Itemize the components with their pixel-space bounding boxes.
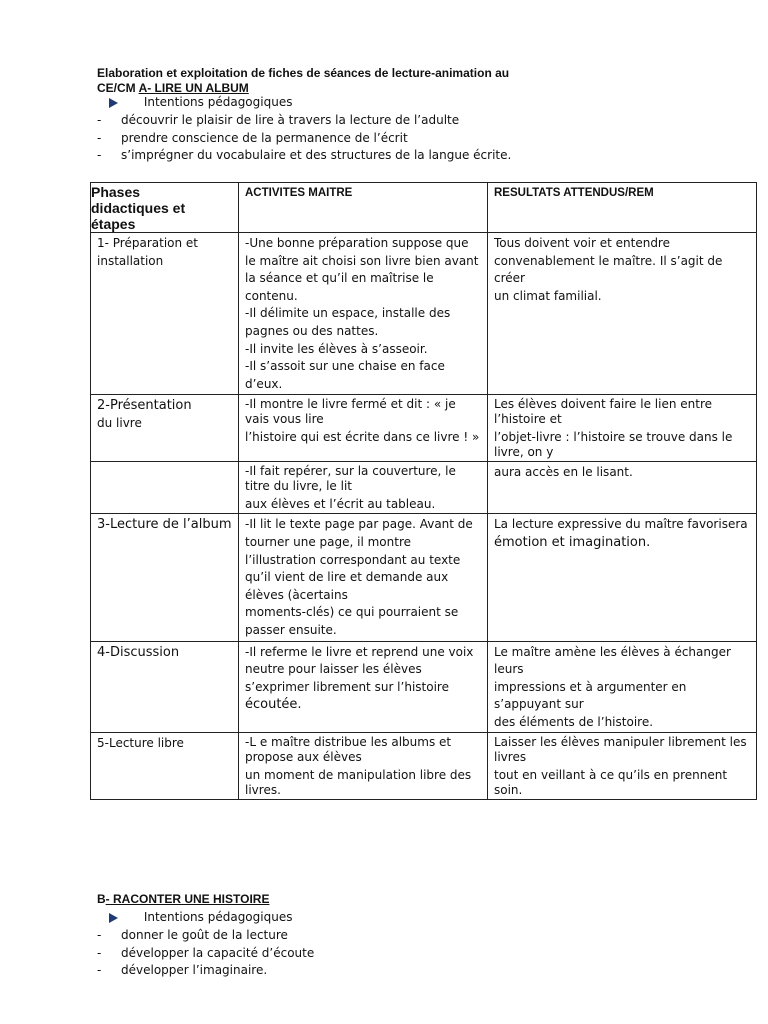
cell-line: l’histoire qui est écrite dans ce livre ! » xyxy=(245,430,480,445)
table-row xyxy=(91,395,757,462)
cell-line: 5-Lecture libre xyxy=(97,736,184,751)
cell-line: -Il s’assoit sur une chaise en face d’eux. xyxy=(245,359,445,391)
section-b-letter: B xyxy=(97,892,106,906)
cell-line: aux élèves et l’écrit au tableau. xyxy=(245,497,436,512)
cell-line: -Il fait repérer, sur la couverture, le titre du livre, le lit xyxy=(245,464,456,494)
cell-phase xyxy=(91,514,239,641)
cell-line: convenablement le maître. Il s’agit de créer xyxy=(494,253,723,286)
intentions-label-b: Intentions pédagogiques xyxy=(143,910,293,924)
cell-line: du livre xyxy=(97,415,142,430)
title-level: CE/CM xyxy=(97,81,136,95)
list-item: - développer l’imaginaire. xyxy=(97,962,314,980)
cell-line: écoutée. xyxy=(245,697,302,713)
cell-line: Laisser les élèves manipuler librement les livres xyxy=(494,735,747,765)
cell-phase xyxy=(91,641,239,733)
cell-resultats xyxy=(488,395,757,462)
table-row xyxy=(91,514,757,641)
cell-line: le maître ait choisi son livre bien avant xyxy=(245,253,479,268)
cell-line: -Il montre le livre fermé et dit : « je vais vous lire xyxy=(245,397,456,427)
cell-line: s’exprimer librement sur l’histoire xyxy=(245,679,449,694)
cell-line: neutre pour laisser les élèves xyxy=(245,662,422,677)
cell-activites xyxy=(239,733,488,800)
header-activites: ACTIVITES MAITRE xyxy=(239,183,488,233)
cell-line: installation xyxy=(97,253,164,268)
intentions-list-a xyxy=(97,112,511,165)
arrow-bullet-icon xyxy=(109,98,118,108)
cell-resultats xyxy=(488,733,757,800)
arrow-bullet-icon xyxy=(109,913,118,923)
cell-activites xyxy=(239,395,488,462)
cell-line: 4-Discussion xyxy=(97,644,180,660)
cell-line: 3-Lecture de l’album xyxy=(97,517,232,533)
cell-line: aura accès en le lisant. xyxy=(494,465,633,480)
cell-resultats xyxy=(488,233,757,395)
cell-line: 1- Préparation et xyxy=(97,236,199,250)
cell-activites xyxy=(239,641,488,733)
cell-line: -Il invite les élèves à s’asseoir. xyxy=(245,341,428,356)
cell-line: impressions et à argumenter en s’appuyant sur xyxy=(494,679,687,712)
list-item: - développer la capacité d’écoute xyxy=(97,945,314,963)
cell-line: l’objet-livre : l’histoire se trouve dans le livre, on y xyxy=(494,430,733,460)
intentions-list-b xyxy=(97,927,314,980)
cell-line: qu’il vient de lire et demande aux xyxy=(245,570,449,585)
cell-line: -Il referme le livre et reprend une voix xyxy=(245,644,474,659)
cell-line: passer ensuite. xyxy=(245,622,337,637)
cell-line: la séance et qu’il en maîtrise le contenu. xyxy=(245,271,434,303)
cell-line: émotion et imagination. xyxy=(494,534,651,550)
cell-line: -Il délimite un espace, installe des xyxy=(245,306,451,321)
cell-line: 2-Présentation xyxy=(97,398,192,414)
list-item: - s’imprégner du vocabulaire et des structures de la langue écrite. xyxy=(97,147,511,165)
table-row xyxy=(91,733,757,800)
cell-resultats xyxy=(488,641,757,733)
list-item: - donner le goût de la lecture xyxy=(97,927,314,945)
cell-line: un climat familial. xyxy=(494,288,602,303)
table-row xyxy=(91,641,757,733)
cell-activites xyxy=(239,233,488,395)
cell-line: tout en veillant à ce qu’ils en prennent soin. xyxy=(494,768,728,798)
cell-line: tourner une page, il montre xyxy=(245,534,411,549)
cell-line: Les élèves doivent faire le lien entre l’histoire et xyxy=(494,397,713,427)
table-row xyxy=(91,233,757,395)
cell-line: Tous doivent voir et entendre xyxy=(494,236,670,250)
cell-line: Le maître amène les élèves à échanger leurs xyxy=(494,644,731,677)
intentions-heading-b xyxy=(109,909,292,926)
cell-line: pagnes ou des nattes. xyxy=(245,323,379,338)
cell-phase xyxy=(91,462,239,514)
cell-phase xyxy=(91,233,239,395)
table-row xyxy=(91,462,757,514)
cell-phase xyxy=(91,395,239,462)
cell-line: -Une bonne préparation suppose que xyxy=(245,236,469,250)
document-title xyxy=(97,66,509,96)
section-b-heading xyxy=(97,892,269,907)
header-phases-text: Phases didactiques et étapes xyxy=(91,184,186,232)
header-phases xyxy=(91,183,239,233)
cell-line: moments-clés) ce qui pourraient se xyxy=(245,605,459,620)
cell-line: -Il lit le texte page par page. Avant de xyxy=(245,517,473,532)
header-resultats: RESULTATS ATTENDUS/REM xyxy=(488,183,757,233)
cell-line: -L e maître distribue les albums et propose aux élèves xyxy=(245,735,452,765)
cell-phase xyxy=(91,733,239,800)
section-b-title: - RACONTER UNE HISTOIRE xyxy=(105,892,270,906)
cell-activites xyxy=(239,514,488,641)
section-a-title: A- LIRE UN ALBUM xyxy=(138,81,249,95)
cell-resultats xyxy=(488,514,757,641)
cell-line: l’illustration correspondant au texte xyxy=(245,552,461,567)
table-header-row xyxy=(91,183,757,233)
cell-line: La lecture expressive du maître favorisera xyxy=(494,517,748,532)
lesson-table xyxy=(90,182,757,800)
cell-activites xyxy=(239,462,488,514)
title-line-1: Elaboration et exploitation de fiches de séances de lecture-animation au xyxy=(97,66,510,80)
intentions-heading-a xyxy=(109,94,292,111)
list-item: - prendre conscience de la permanence de l’écrit xyxy=(97,130,511,148)
cell-line: des éléments de l’histoire. xyxy=(494,714,654,729)
intentions-label-a: Intentions pédagogiques xyxy=(143,95,293,109)
list-item: - découvrir le plaisir de lire à travers la lecture de l’adulte xyxy=(97,112,511,130)
cell-resultats xyxy=(488,462,757,514)
cell-line: un moment de manipulation libre des livres. xyxy=(245,768,472,798)
cell-line: élèves (àcertains xyxy=(245,587,348,602)
